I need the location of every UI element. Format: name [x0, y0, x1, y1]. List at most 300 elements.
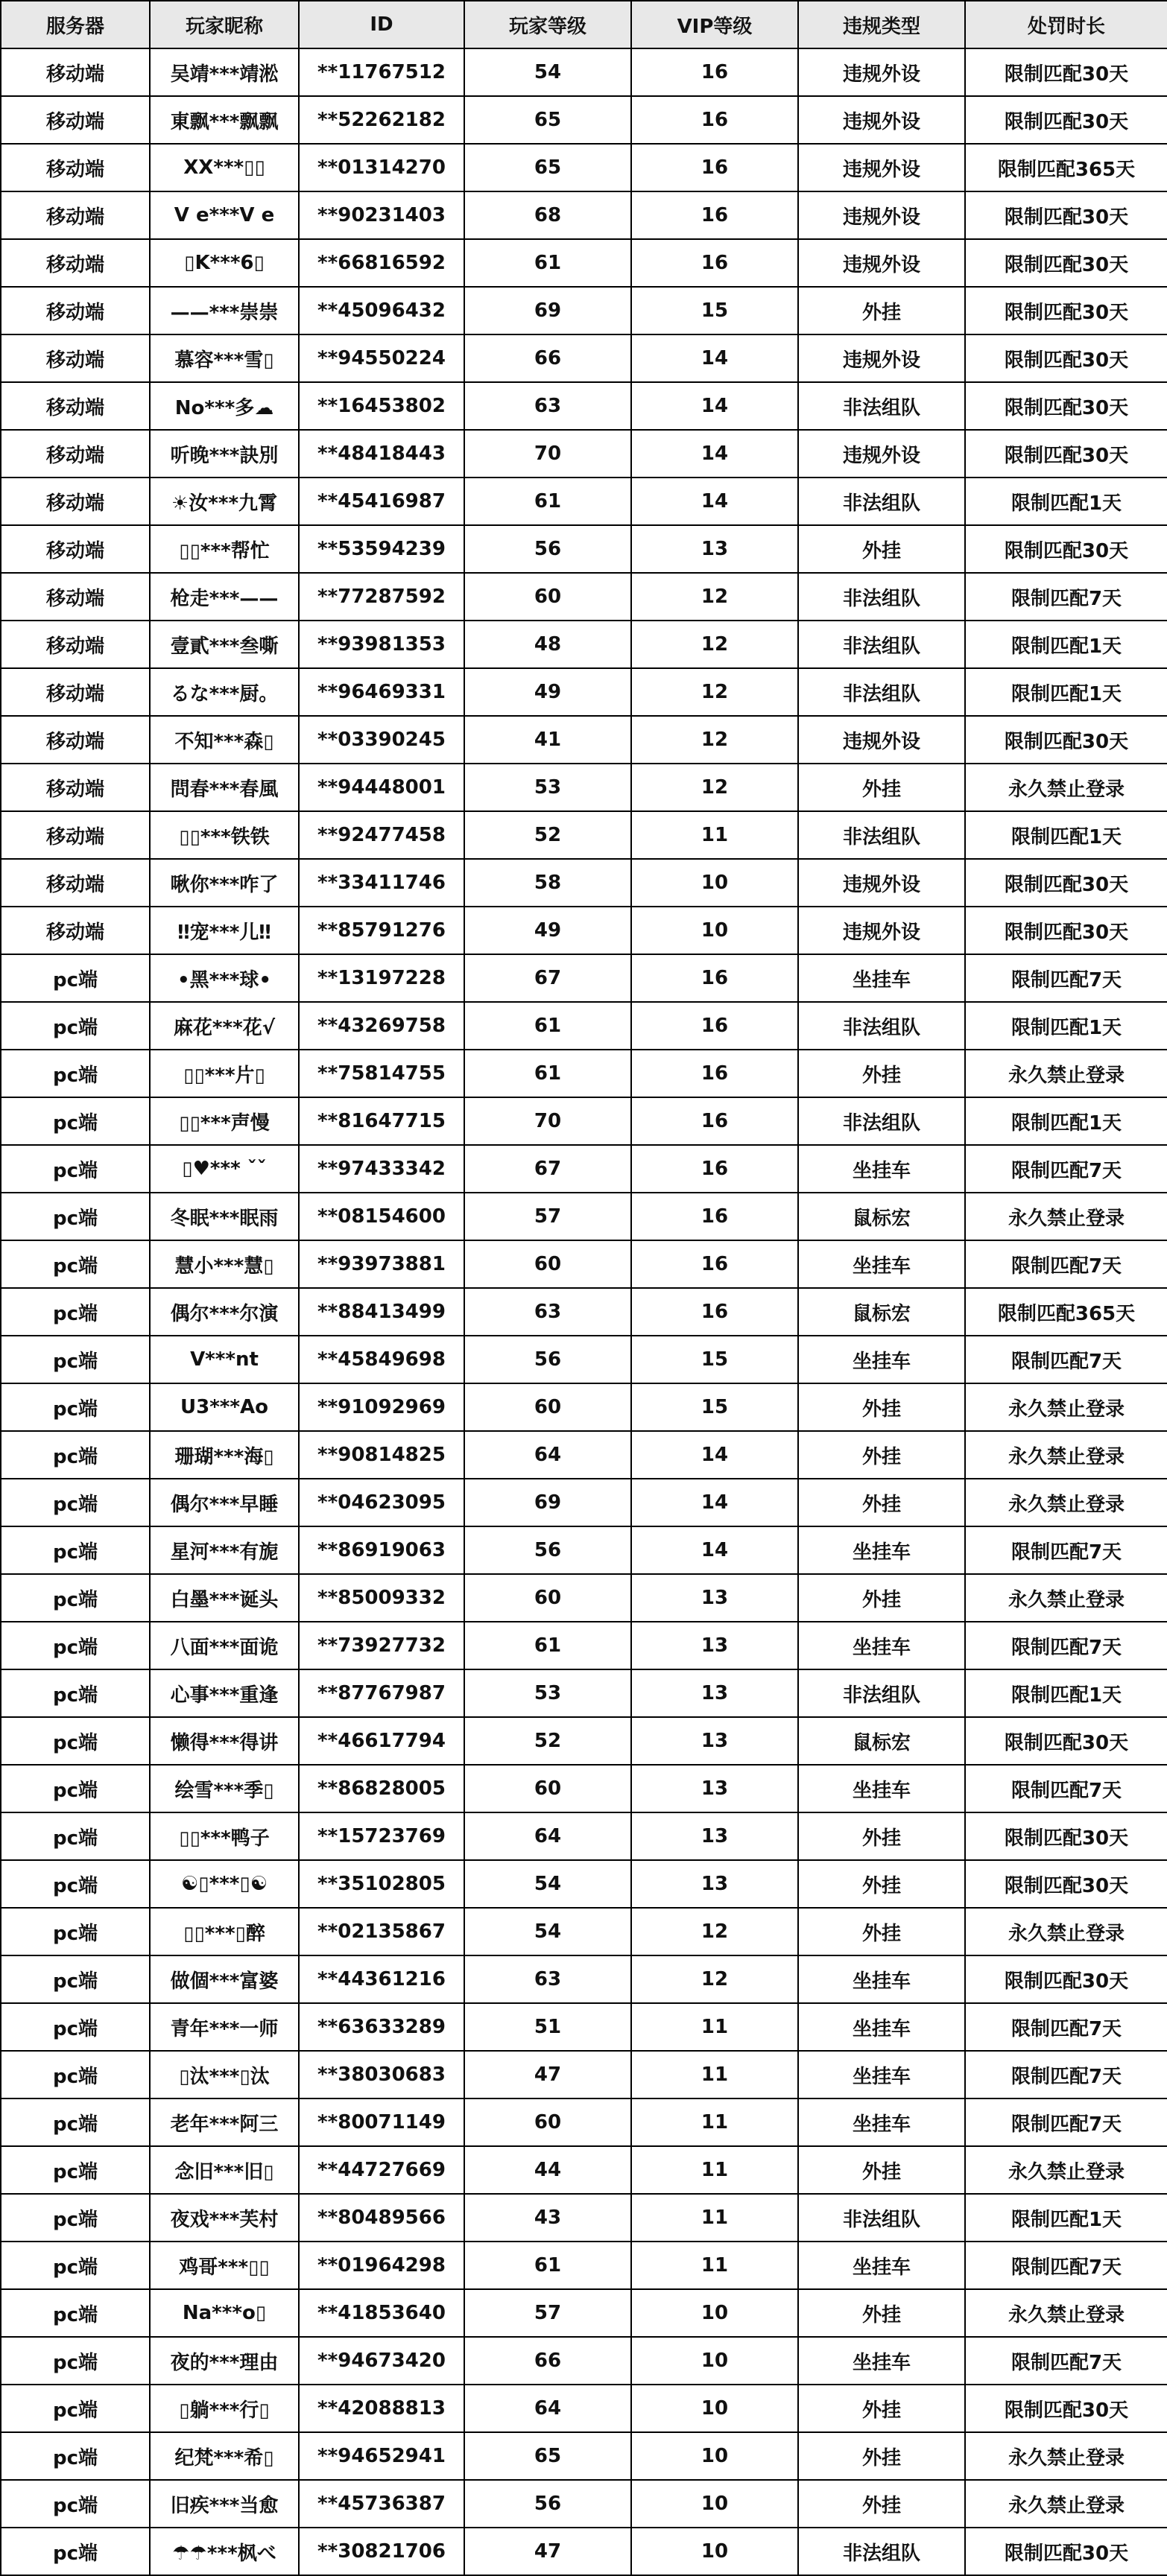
cell-violation-type: 外挂	[798, 525, 965, 573]
cell-id: **08154600	[299, 1193, 464, 1240]
cell-server: pc端	[1, 1336, 150, 1383]
table-row	[1, 716, 1167, 764]
table-row	[1, 1336, 1167, 1383]
cell-server: pc端	[1, 2242, 150, 2289]
cell-server: pc端	[1, 2337, 150, 2385]
cell-vip-level: 13	[631, 1717, 798, 1765]
cell-violation-type: 外挂	[798, 1479, 965, 1526]
cell-violation-type: 违规外设	[798, 239, 965, 287]
cell-violation-type: 违规外设	[798, 716, 965, 764]
cell-violation-type: 外挂	[798, 2480, 965, 2528]
cell-violation-type: 外挂	[798, 1860, 965, 1908]
cell-penalty-duration: 永久禁止登录	[965, 2146, 1167, 2194]
table-row	[1, 954, 1167, 1002]
cell-id: **86828005	[299, 1765, 464, 1812]
cell-player-level: 61	[464, 239, 631, 287]
table-row	[1, 478, 1167, 525]
cell-nickname: 绘雪***季▯	[150, 1765, 299, 1812]
cell-nickname: Na***o▯	[150, 2289, 299, 2337]
cell-server: 移动端	[1, 287, 150, 334]
cell-vip-level: 14	[631, 1431, 798, 1479]
cell-player-level: 60	[464, 2098, 631, 2146]
cell-penalty-duration: 限制匹配30天	[965, 1860, 1167, 1908]
cell-nickname: ☀汝***九霄	[150, 478, 299, 525]
cell-violation-type: 坐挂车	[798, 2098, 965, 2146]
cell-vip-level: 10	[631, 2289, 798, 2337]
cell-id: **81647715	[299, 1097, 464, 1145]
cell-nickname: 旧疾***当愈	[150, 2480, 299, 2528]
cell-violation-type: 外挂	[798, 2289, 965, 2337]
cell-server: pc端	[1, 1097, 150, 1145]
cell-violation-type: 外挂	[798, 2385, 965, 2432]
cell-vip-level: 11	[631, 2003, 798, 2051]
cell-nickname: 做個***富婆	[150, 1955, 299, 2003]
cell-penalty-duration: 限制匹配1天	[965, 2194, 1167, 2242]
cell-server: 移动端	[1, 382, 150, 430]
table-row	[1, 1240, 1167, 1288]
cell-player-level: 67	[464, 954, 631, 1002]
cell-id: **94673420	[299, 2337, 464, 2385]
cell-server: 移动端	[1, 48, 150, 96]
cell-player-level: 63	[464, 382, 631, 430]
cell-player-level: 52	[464, 1717, 631, 1765]
cell-vip-level: 14	[631, 1526, 798, 1574]
cell-vip-level: 16	[631, 48, 798, 96]
cell-penalty-duration: 限制匹配7天	[965, 1240, 1167, 1288]
cell-id: **35102805	[299, 1860, 464, 1908]
cell-nickname: ▯汰***▯汰	[150, 2051, 299, 2098]
table-row	[1, 621, 1167, 668]
cell-vip-level: 13	[631, 1669, 798, 1717]
cell-violation-type: 鼠标宏	[798, 1193, 965, 1240]
cell-penalty-duration: 限制匹配30天	[965, 1812, 1167, 1860]
cell-id: **02135867	[299, 1908, 464, 1955]
cell-violation-type: 外挂	[798, 1383, 965, 1431]
cell-nickname: V e***V e	[150, 191, 299, 239]
cell-nickname: 懒得***得讲	[150, 1717, 299, 1765]
cell-penalty-duration: 限制匹配7天	[965, 954, 1167, 1002]
header-id: ID	[299, 1, 464, 48]
cell-player-level: 61	[464, 478, 631, 525]
cell-violation-type: 外挂	[798, 1812, 965, 1860]
table-row	[1, 2528, 1167, 2575]
table-row	[1, 1050, 1167, 1097]
cell-server: pc端	[1, 1622, 150, 1669]
cell-violation-type: 外挂	[798, 2432, 965, 2480]
table-row	[1, 1479, 1167, 1526]
cell-nickname: 冬眠***眠雨	[150, 1193, 299, 1240]
cell-vip-level: 13	[631, 1765, 798, 1812]
cell-nickname: 八面***面诡	[150, 1622, 299, 1669]
cell-penalty-duration: 限制匹配7天	[965, 2242, 1167, 2289]
table-row	[1, 1669, 1167, 1717]
cell-penalty-duration: 限制匹配30天	[965, 191, 1167, 239]
cell-server: pc端	[1, 954, 150, 1002]
header-row	[1, 1, 1167, 48]
cell-penalty-duration: 限制匹配30天	[965, 48, 1167, 96]
cell-server: pc端	[1, 1050, 150, 1097]
cell-nickname: ☯▯***▯☯	[150, 1860, 299, 1908]
cell-id: **85791276	[299, 907, 464, 954]
cell-violation-type: 违规外设	[798, 144, 965, 191]
cell-player-level: 54	[464, 1908, 631, 1955]
cell-penalty-duration: 限制匹配1天	[965, 811, 1167, 859]
cell-violation-type: 鼠标宏	[798, 1717, 965, 1765]
cell-nickname: 听晚***訣別	[150, 430, 299, 478]
table-row	[1, 1717, 1167, 1765]
cell-id: **88413499	[299, 1288, 464, 1336]
cell-penalty-duration: 永久禁止登录	[965, 764, 1167, 811]
cell-vip-level: 11	[631, 811, 798, 859]
cell-server: 移动端	[1, 621, 150, 668]
table-row	[1, 1193, 1167, 1240]
cell-id: **42088813	[299, 2385, 464, 2432]
cell-server: 移动端	[1, 525, 150, 573]
cell-player-level: 56	[464, 1526, 631, 1574]
cell-penalty-duration: 限制匹配30天	[965, 1955, 1167, 2003]
table-row	[1, 1908, 1167, 1955]
cell-id: **92477458	[299, 811, 464, 859]
cell-vip-level: 10	[631, 2337, 798, 2385]
table-row	[1, 144, 1167, 191]
cell-server: pc端	[1, 1908, 150, 1955]
cell-server: pc端	[1, 2432, 150, 2480]
table-row	[1, 1526, 1167, 1574]
cell-server: 移动端	[1, 96, 150, 144]
cell-violation-type: 坐挂车	[798, 1955, 965, 2003]
cell-penalty-duration: 限制匹配1天	[965, 621, 1167, 668]
table-row	[1, 811, 1167, 859]
cell-id: **94550224	[299, 334, 464, 382]
cell-player-level: 56	[464, 2480, 631, 2528]
cell-violation-type: 违规外设	[798, 48, 965, 96]
cell-id: **46617794	[299, 1717, 464, 1765]
cell-vip-level: 16	[631, 96, 798, 144]
cell-id: **01964298	[299, 2242, 464, 2289]
cell-vip-level: 15	[631, 1336, 798, 1383]
cell-vip-level: 11	[631, 2146, 798, 2194]
cell-violation-type: 外挂	[798, 1050, 965, 1097]
cell-penalty-duration: 限制匹配7天	[965, 2337, 1167, 2385]
cell-violation-type: 坐挂车	[798, 1765, 965, 1812]
cell-penalty-duration: 限制匹配7天	[965, 2098, 1167, 2146]
cell-player-level: 60	[464, 573, 631, 621]
cell-id: **96469331	[299, 668, 464, 716]
cell-nickname: 鸡哥***▯▯	[150, 2242, 299, 2289]
table-row	[1, 1097, 1167, 1145]
cell-penalty-duration: 限制匹配30天	[965, 382, 1167, 430]
table-row	[1, 2051, 1167, 2098]
cell-id: **93973881	[299, 1240, 464, 1288]
cell-vip-level: 12	[631, 716, 798, 764]
cell-player-level: 58	[464, 859, 631, 907]
cell-vip-level: 13	[631, 1860, 798, 1908]
cell-violation-type: 非法组队	[798, 621, 965, 668]
cell-id: **73927732	[299, 1622, 464, 1669]
table-row	[1, 2098, 1167, 2146]
cell-player-level: 51	[464, 2003, 631, 2051]
cell-vip-level: 16	[631, 1240, 798, 1288]
cell-server: pc端	[1, 1574, 150, 1622]
cell-violation-type: 非法组队	[798, 668, 965, 716]
cell-player-level: 64	[464, 1431, 631, 1479]
cell-id: **48418443	[299, 430, 464, 478]
cell-vip-level: 14	[631, 382, 798, 430]
cell-id: **91092969	[299, 1383, 464, 1431]
table-row	[1, 1765, 1167, 1812]
cell-id: **66816592	[299, 239, 464, 287]
cell-player-level: 66	[464, 2337, 631, 2385]
cell-server: pc端	[1, 1717, 150, 1765]
cell-server: pc端	[1, 1860, 150, 1908]
cell-id: **94448001	[299, 764, 464, 811]
cell-vip-level: 12	[631, 668, 798, 716]
cell-server: pc端	[1, 1955, 150, 2003]
header-nickname: 玩家昵称	[150, 1, 299, 48]
table-row	[1, 334, 1167, 382]
cell-penalty-duration: 限制匹配30天	[965, 1717, 1167, 1765]
table-row	[1, 191, 1167, 239]
cell-id: **80071149	[299, 2098, 464, 2146]
cell-vip-level: 13	[631, 1574, 798, 1622]
cell-player-level: 57	[464, 1193, 631, 1240]
cell-penalty-duration: 限制匹配7天	[965, 2051, 1167, 2098]
cell-nickname: 麻花***花√	[150, 1002, 299, 1050]
cell-id: **45849698	[299, 1336, 464, 1383]
cell-penalty-duration: 限制匹配7天	[965, 2003, 1167, 2051]
cell-server: pc端	[1, 2289, 150, 2337]
cell-player-level: 67	[464, 1145, 631, 1193]
cell-vip-level: 16	[631, 1145, 798, 1193]
cell-player-level: 63	[464, 1955, 631, 2003]
table-row	[1, 430, 1167, 478]
cell-id: **93981353	[299, 621, 464, 668]
cell-id: **90231403	[299, 191, 464, 239]
cell-server: 移动端	[1, 573, 150, 621]
cell-nickname: 青年***一师	[150, 2003, 299, 2051]
table-row	[1, 573, 1167, 621]
cell-id: **45736387	[299, 2480, 464, 2528]
cell-penalty-duration: 永久禁止登录	[965, 1383, 1167, 1431]
cell-penalty-duration: 限制匹配1天	[965, 478, 1167, 525]
header-violation-type: 违规类型	[798, 1, 965, 48]
cell-id: **11767512	[299, 48, 464, 96]
cell-vip-level: 16	[631, 191, 798, 239]
cell-penalty-duration: 限制匹配30天	[965, 907, 1167, 954]
cell-vip-level: 10	[631, 2480, 798, 2528]
cell-violation-type: 违规外设	[798, 907, 965, 954]
cell-vip-level: 16	[631, 144, 798, 191]
cell-server: pc端	[1, 1526, 150, 1574]
cell-nickname: ▯▯***铁铁	[150, 811, 299, 859]
cell-player-level: 60	[464, 1383, 631, 1431]
cell-player-level: 41	[464, 716, 631, 764]
cell-server: pc端	[1, 1669, 150, 1717]
cell-penalty-duration: 永久禁止登录	[965, 1479, 1167, 1526]
cell-id: **04623095	[299, 1479, 464, 1526]
cell-vip-level: 16	[631, 239, 798, 287]
header-server: 服务器	[1, 1, 150, 48]
cell-penalty-duration: 限制匹配1天	[965, 1669, 1167, 1717]
cell-server: 移动端	[1, 430, 150, 478]
cell-penalty-duration: 限制匹配7天	[965, 1336, 1167, 1383]
cell-penalty-duration: 永久禁止登录	[965, 2432, 1167, 2480]
cell-vip-level: 14	[631, 334, 798, 382]
table-row	[1, 764, 1167, 811]
cell-server: pc端	[1, 1479, 150, 1526]
cell-id: **86919063	[299, 1526, 464, 1574]
cell-violation-type: 外挂	[798, 287, 965, 334]
cell-player-level: 60	[464, 1765, 631, 1812]
cell-vip-level: 13	[631, 1812, 798, 1860]
cell-id: **94652941	[299, 2432, 464, 2480]
cell-id: **41853640	[299, 2289, 464, 2337]
cell-nickname: ▯▯***鸭子	[150, 1812, 299, 1860]
cell-nickname: ▯K***6▯	[150, 239, 299, 287]
cell-nickname: 老年***阿三	[150, 2098, 299, 2146]
cell-id: **52262182	[299, 96, 464, 144]
table-row	[1, 96, 1167, 144]
cell-vip-level: 10	[631, 859, 798, 907]
cell-id: **15723769	[299, 1812, 464, 1860]
cell-penalty-duration: 限制匹配1天	[965, 1097, 1167, 1145]
cell-vip-level: 16	[631, 1193, 798, 1240]
cell-id: **63633289	[299, 2003, 464, 2051]
cell-vip-level: 12	[631, 573, 798, 621]
cell-vip-level: 11	[631, 2242, 798, 2289]
cell-server: 移动端	[1, 478, 150, 525]
cell-violation-type: 违规外设	[798, 334, 965, 382]
cell-nickname: 珊瑚***海▯	[150, 1431, 299, 1479]
cell-player-level: 48	[464, 621, 631, 668]
cell-violation-type: 外挂	[798, 1574, 965, 1622]
cell-nickname: 纪梵***希▯	[150, 2432, 299, 2480]
cell-nickname: 東飘***飘飘	[150, 96, 299, 144]
cell-nickname: 心事***重逢	[150, 1669, 299, 1717]
table-row	[1, 2480, 1167, 2528]
table-row	[1, 1574, 1167, 1622]
cell-server: 移动端	[1, 144, 150, 191]
table-row	[1, 668, 1167, 716]
table-row	[1, 2242, 1167, 2289]
cell-penalty-duration: 限制匹配7天	[965, 1526, 1167, 1574]
cell-nickname: ——***崇崇	[150, 287, 299, 334]
cell-server: 移动端	[1, 907, 150, 954]
table-row	[1, 907, 1167, 954]
cell-id: **75814755	[299, 1050, 464, 1097]
cell-penalty-duration: 永久禁止登录	[965, 2289, 1167, 2337]
cell-nickname: ▯♥*** ˇˇ	[150, 1145, 299, 1193]
cell-player-level: 56	[464, 525, 631, 573]
cell-server: pc端	[1, 1812, 150, 1860]
cell-vip-level: 15	[631, 287, 798, 334]
cell-vip-level: 12	[631, 1908, 798, 1955]
cell-penalty-duration: 限制匹配30天	[965, 287, 1167, 334]
cell-id: **44727669	[299, 2146, 464, 2194]
cell-vip-level: 10	[631, 907, 798, 954]
table-row	[1, 2289, 1167, 2337]
cell-server: 移动端	[1, 764, 150, 811]
cell-violation-type: 非法组队	[798, 1002, 965, 1050]
cell-player-level: 64	[464, 2385, 631, 2432]
cell-penalty-duration: 限制匹配30天	[965, 2385, 1167, 2432]
cell-nickname: 夜戏***芙村	[150, 2194, 299, 2242]
cell-server: pc端	[1, 2051, 150, 2098]
cell-penalty-duration: 限制匹配1天	[965, 1002, 1167, 1050]
table-row	[1, 2432, 1167, 2480]
cell-server: pc端	[1, 1240, 150, 1288]
cell-id: **77287592	[299, 573, 464, 621]
cell-server: pc端	[1, 1193, 150, 1240]
cell-penalty-duration: 限制匹配7天	[965, 1622, 1167, 1669]
cell-penalty-duration: 限制匹配1天	[965, 668, 1167, 716]
table-row	[1, 525, 1167, 573]
cell-id: **97433342	[299, 1145, 464, 1193]
cell-vip-level: 12	[631, 764, 798, 811]
cell-id: **44361216	[299, 1955, 464, 2003]
table-row	[1, 2146, 1167, 2194]
table-body	[1, 48, 1167, 2575]
cell-violation-type: 坐挂车	[798, 1240, 965, 1288]
cell-id: **43269758	[299, 1002, 464, 1050]
table-row	[1, 1145, 1167, 1193]
cell-player-level: 57	[464, 2289, 631, 2337]
cell-nickname: ▯▯***帮忙	[150, 525, 299, 573]
table-row	[1, 2003, 1167, 2051]
cell-player-level: 70	[464, 1097, 631, 1145]
table-row	[1, 1812, 1167, 1860]
cell-server: pc端	[1, 1431, 150, 1479]
header-player-level: 玩家等级	[464, 1, 631, 48]
cell-penalty-duration: 永久禁止登录	[965, 1908, 1167, 1955]
cell-server: pc端	[1, 1002, 150, 1050]
cell-violation-type: 违规外设	[798, 191, 965, 239]
cell-player-level: 53	[464, 1669, 631, 1717]
cell-violation-type: 坐挂车	[798, 1526, 965, 1574]
cell-nickname: 枪走***——	[150, 573, 299, 621]
cell-violation-type: 坐挂车	[798, 954, 965, 1002]
cell-vip-level: 12	[631, 1955, 798, 2003]
cell-nickname: 偶尔***尔演	[150, 1288, 299, 1336]
cell-penalty-duration: 永久禁止登录	[965, 1050, 1167, 1097]
cell-nickname: 問春***春風	[150, 764, 299, 811]
cell-server: 移动端	[1, 668, 150, 716]
cell-penalty-duration: 限制匹配30天	[965, 859, 1167, 907]
cell-nickname: V***nt	[150, 1336, 299, 1383]
cell-penalty-duration: 限制匹配30天	[965, 430, 1167, 478]
cell-player-level: 49	[464, 907, 631, 954]
cell-nickname: 吴靖***靖淞	[150, 48, 299, 96]
cell-server: pc端	[1, 2528, 150, 2575]
cell-player-level: 52	[464, 811, 631, 859]
cell-server: pc端	[1, 1765, 150, 1812]
cell-player-level: 43	[464, 2194, 631, 2242]
cell-vip-level: 10	[631, 2385, 798, 2432]
cell-id: **03390245	[299, 716, 464, 764]
cell-nickname: 啾你***咋了	[150, 859, 299, 907]
cell-penalty-duration: 限制匹配30天	[965, 239, 1167, 287]
cell-vip-level: 16	[631, 1050, 798, 1097]
cell-penalty-duration: 永久禁止登录	[965, 1574, 1167, 1622]
cell-nickname: •黑***球•	[150, 954, 299, 1002]
cell-violation-type: 坐挂车	[798, 1145, 965, 1193]
cell-vip-level: 11	[631, 2098, 798, 2146]
cell-violation-type: 违规外设	[798, 96, 965, 144]
cell-server: 移动端	[1, 859, 150, 907]
cell-nickname: 偶尔***早睡	[150, 1479, 299, 1526]
cell-player-level: 47	[464, 2528, 631, 2575]
cell-player-level: 65	[464, 2432, 631, 2480]
